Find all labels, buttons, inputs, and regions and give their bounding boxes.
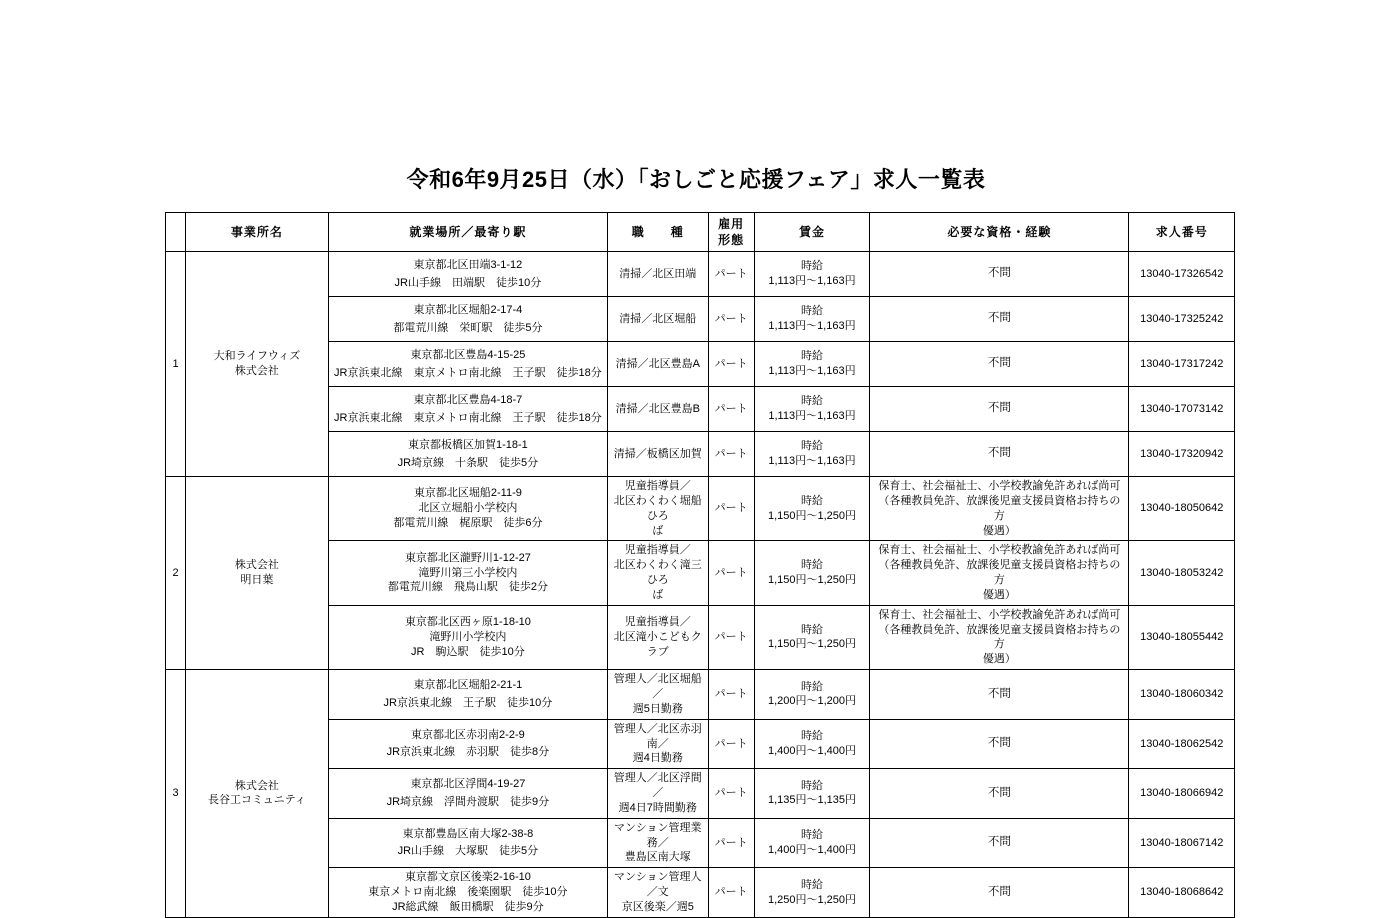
job-type [608, 818, 708, 868]
job-type [608, 868, 708, 918]
employment-type: パート [708, 769, 754, 819]
employment-type: パート [708, 670, 754, 720]
job-type [608, 769, 708, 819]
wage [754, 432, 870, 477]
office-name [186, 252, 329, 477]
wage-label: 時給 [800, 779, 823, 792]
group-no: 1 [166, 252, 186, 477]
qualification-line1: 保育士、社会福祉士、小学校教諭免許あれば尚可 [878, 608, 1121, 621]
wage-range: 1,400円～1,400円 [767, 744, 857, 757]
wage-label: 時給 [800, 305, 823, 318]
qualification-line2: （各種教員免許、放課後児童支援員資格お持ちの方 [878, 623, 1121, 651]
wage [754, 541, 870, 605]
job-type-line2: 豊島区南大塚 [624, 851, 691, 864]
job-type-line3: ば [652, 524, 664, 537]
employment-type: パート [708, 719, 754, 769]
wage [754, 769, 870, 819]
qualification: 不問 [870, 769, 1129, 819]
header-wage: 賃金 [754, 213, 870, 252]
nearest-station: 都電荒川線 梶原駅 徒歩6分 [393, 517, 543, 530]
job-type-line2: 北区滝小こどもクラブ [613, 631, 702, 658]
table-row [166, 670, 1235, 720]
nearest-station: JR山手線 大塚駅 徒歩5分 [397, 845, 539, 858]
nearest-station: JR 駒込駅 徒歩10分 [411, 645, 525, 658]
wage-label: 時給 [800, 395, 823, 408]
employment-type: パート [708, 252, 754, 297]
job-type-line2: 週4日7時間勤務 [618, 801, 697, 814]
employment-type: パート [708, 477, 754, 541]
table-header-row [166, 213, 1235, 252]
nearest-station: JR京浜東北線 赤羽駅 徒歩8分 [386, 746, 550, 759]
job-type: 清掃／北区豊島A [608, 342, 708, 387]
wage-range: 1,135円～1,135円 [767, 794, 857, 807]
wage [754, 605, 870, 669]
qualification [870, 477, 1129, 541]
job-number: 13040-18062542 [1129, 719, 1235, 769]
work-address: 東京都豊島区南大塚2-38-8 [402, 827, 534, 840]
job-type-line2: 北区わくわく堀船ひろ [613, 494, 702, 522]
work-address: 東京都北区西ヶ原1-18-10 [404, 616, 531, 629]
work-place [328, 252, 607, 297]
work-place [328, 541, 607, 605]
qualification: 不問 [870, 297, 1129, 342]
header-job: 職 種 [608, 213, 708, 252]
work-address: 東京都北区豊島4-18-7 [413, 393, 523, 406]
job-type-line2: 北区わくわく滝三ひろ [613, 559, 702, 587]
office-name-line1: 株式会社 [234, 559, 279, 572]
job-type-line1: マンション管理業務／ [614, 821, 702, 849]
employment-type: パート [708, 432, 754, 477]
work-place [328, 387, 607, 432]
work-address: 東京都板橋区加賀1-18-1 [408, 438, 528, 451]
qualification [870, 605, 1129, 669]
wage [754, 818, 870, 868]
job-type-line2: 週5日勤務 [632, 702, 683, 715]
office-name-line1: 大和ライフウィズ [213, 350, 301, 363]
header-office: 事業所名 [186, 213, 329, 252]
qualification: 不問 [870, 719, 1129, 769]
job-type: 清掃／板橋区加賀 [608, 432, 708, 477]
office-name-line1: 株式会社 [234, 779, 279, 792]
header-job-number: 求人番号 [1129, 213, 1235, 252]
wage-label: 時給 [800, 350, 823, 363]
nearest-station: JR山手線 田端駅 徒歩10分 [394, 276, 542, 289]
facility-name: 滝野川第三小学校内 [418, 566, 518, 579]
wage-range: 1,113円～1,163円 [768, 320, 856, 332]
qualification-line3: 優遇） [982, 524, 1016, 537]
nearest-station: JR京浜東北線 東京メトロ南北線 王子駅 徒歩18分 [334, 411, 602, 424]
wage-range: 1,150円～1,250円 [767, 509, 857, 522]
job-number: 13040-17317242 [1129, 342, 1235, 387]
nearest-station-2: JR総武線 飯田橋駅 徒歩9分 [392, 900, 544, 913]
job-type-line2: 京区後楽／週5 [621, 900, 694, 913]
job-number: 13040-17320942 [1129, 432, 1235, 477]
qualification-line2: （各種教員免許、放課後児童支援員資格お持ちの方 [878, 494, 1121, 522]
wage-label: 時給 [800, 730, 823, 743]
work-address: 東京都北区豊島4-15-25 [410, 348, 526, 361]
header-employment-type [708, 213, 754, 252]
job-type-line1: 児童指導員／ [624, 480, 691, 492]
job-number: 13040-18050642 [1129, 477, 1235, 541]
job-type-line1: 管理人／北区浮間／ [613, 772, 702, 800]
employment-type: パート [708, 605, 754, 669]
wage-label: 時給 [800, 680, 823, 693]
wage-label: 時給 [800, 829, 823, 842]
employment-type: パート [708, 342, 754, 387]
job-number: 13040-18060342 [1129, 670, 1235, 720]
nearest-station: JR京浜東北線 東京メトロ南北線 王子駅 徒歩18分 [334, 366, 602, 379]
job-type [608, 670, 708, 720]
job-number: 13040-18067142 [1129, 818, 1235, 868]
employment-type: パート [708, 297, 754, 342]
work-place [328, 342, 607, 387]
work-place [328, 670, 607, 720]
work-address: 東京都北区堀船2-11-9 [413, 487, 522, 500]
wage-range: 1,150円～1,250円 [767, 638, 857, 651]
group-no: 3 [166, 670, 186, 918]
header-qualification: 必要な資格・経験 [870, 213, 1129, 252]
office-name [186, 670, 329, 918]
employment-type: パート [708, 541, 754, 605]
header-employment-type-line2: 形態 [718, 233, 745, 247]
job-listing-table [165, 212, 1235, 918]
work-place [328, 297, 607, 342]
wage-label: 時給 [800, 440, 823, 453]
job-type [608, 719, 708, 769]
wage-range: 1,113円～1,163円 [768, 455, 856, 467]
qualification: 不問 [870, 670, 1129, 720]
nearest-station: JR京浜東北線 王子駅 徒歩10分 [383, 696, 553, 709]
job-type-line1: 児童指導員／ [624, 616, 691, 629]
wage-range: 1,113円～1,163円 [768, 365, 856, 377]
job-type: 清掃／北区田端 [608, 252, 708, 297]
work-address: 東京都北区堀船2-17-4 [413, 303, 523, 316]
job-type [608, 605, 708, 669]
job-type: 清掃／北区堀船 [608, 297, 708, 342]
table-row [166, 477, 1235, 541]
facility-name: 滝野川小学校内 [429, 631, 507, 644]
qualification-line3: 優遇） [982, 653, 1016, 666]
job-type [608, 541, 708, 605]
header-place: 就業場所／最寄り駅 [328, 213, 607, 252]
work-place [328, 477, 607, 541]
wage [754, 387, 870, 432]
employment-type: パート [708, 818, 754, 868]
wage-label: 時給 [800, 559, 823, 572]
wage [754, 342, 870, 387]
wage-range: 1,150円～1,250円 [767, 574, 857, 587]
nearest-station: 都電荒川線 栄町駅 徒歩5分 [393, 321, 543, 334]
wage-label: 時給 [800, 878, 823, 891]
job-number: 13040-17073142 [1129, 387, 1235, 432]
wage-label: 時給 [800, 494, 823, 507]
work-address: 東京都北区赤羽南2-2-9 [411, 728, 525, 741]
wage-range: 1,250円～1,250円 [767, 893, 857, 906]
work-address: 東京都北区堀船2-21-1 [413, 679, 523, 692]
qualification: 不問 [870, 252, 1129, 297]
office-name-line2: 株式会社 [234, 365, 279, 377]
job-type-line2: 週4日勤務 [632, 752, 683, 765]
work-place [328, 818, 607, 868]
nearest-station: 東京メトロ南北線 後楽園駅 徒歩10分 [368, 886, 568, 899]
job-type: 清掃／北区豊島B [608, 387, 708, 432]
qualification-line3: 優遇） [982, 588, 1016, 601]
qualification: 不問 [870, 432, 1129, 477]
job-number: 13040-18068642 [1129, 868, 1235, 918]
job-number: 13040-17326542 [1129, 252, 1235, 297]
wage-range: 1,200円～1,200円 [767, 695, 857, 708]
wage [754, 252, 870, 297]
facility-name: 北区立堀船小学校内 [418, 502, 518, 515]
job-number: 13040-17325242 [1129, 297, 1235, 342]
job-type-line1: マンション管理人／文 [614, 871, 702, 899]
job-number: 13040-18053242 [1129, 541, 1235, 605]
qualification-line2: （各種教員免許、放課後児童支援員資格お持ちの方 [878, 559, 1121, 587]
wage [754, 297, 870, 342]
job-number: 13040-18066942 [1129, 769, 1235, 819]
job-type-line3: ば [652, 588, 664, 601]
wage-label: 時給 [800, 623, 823, 636]
qualification [870, 541, 1129, 605]
qualification-line1: 保育士、社会福祉士、小学校教諭免許あれば尚可 [878, 544, 1121, 557]
office-name-line2: 長谷工コミュニティ [207, 794, 306, 807]
job-type [608, 477, 708, 541]
wage [754, 670, 870, 720]
qualification: 不問 [870, 818, 1129, 868]
group-no: 2 [166, 477, 186, 670]
job-number: 13040-18055442 [1129, 605, 1235, 669]
employment-type: パート [708, 868, 754, 918]
work-place [328, 605, 607, 669]
work-address: 東京都文京区後楽2-16-10 [404, 871, 531, 884]
nearest-station: JR埼京線 十条駅 徒歩5分 [397, 456, 539, 469]
nearest-station: 都電荒川線 飛鳥山駅 徒歩2分 [387, 581, 548, 594]
qualification-line1: 保育士、社会福祉士、小学校教諭免許あれば尚可 [878, 480, 1121, 492]
qualification: 不問 [870, 342, 1129, 387]
work-address: 東京都北区浮間4-19-27 [410, 778, 526, 791]
office-name-line2: 明日葉 [240, 574, 274, 587]
wage-range: 1,400円～1,400円 [767, 843, 857, 856]
job-type-line1: 管理人／北区堀船／ [613, 673, 702, 700]
qualification: 不問 [870, 868, 1129, 918]
wage-range: 1,113円～1,163円 [768, 275, 856, 287]
wage [754, 719, 870, 769]
wage [754, 868, 870, 918]
work-address: 東京都北区田端3-1-12 [413, 258, 523, 271]
job-type-line1: 管理人／北区赤羽南／ [613, 722, 702, 750]
wage-label: 時給 [800, 260, 823, 273]
office-name [186, 477, 329, 670]
wage [754, 477, 870, 541]
qualification: 不問 [870, 387, 1129, 432]
work-place [328, 868, 607, 918]
work-place [328, 719, 607, 769]
wage-range: 1,113円～1,163円 [768, 410, 856, 422]
employment-type: パート [708, 387, 754, 432]
page-title: 令和6年9月25日（水）「おしごと応援フェア」求人一覧表 [406, 167, 986, 192]
job-type-line1: 児童指導員／ [624, 544, 691, 557]
nearest-station: JR埼京線 浮間舟渡駅 徒歩9分 [386, 795, 550, 808]
header-employment-type-line1: 雇用 [718, 216, 745, 231]
table-row [166, 252, 1235, 297]
work-address: 東京都北区瀧野川1-12-27 [404, 551, 531, 564]
header-no [166, 213, 186, 252]
work-place [328, 432, 607, 477]
work-place [328, 769, 607, 819]
